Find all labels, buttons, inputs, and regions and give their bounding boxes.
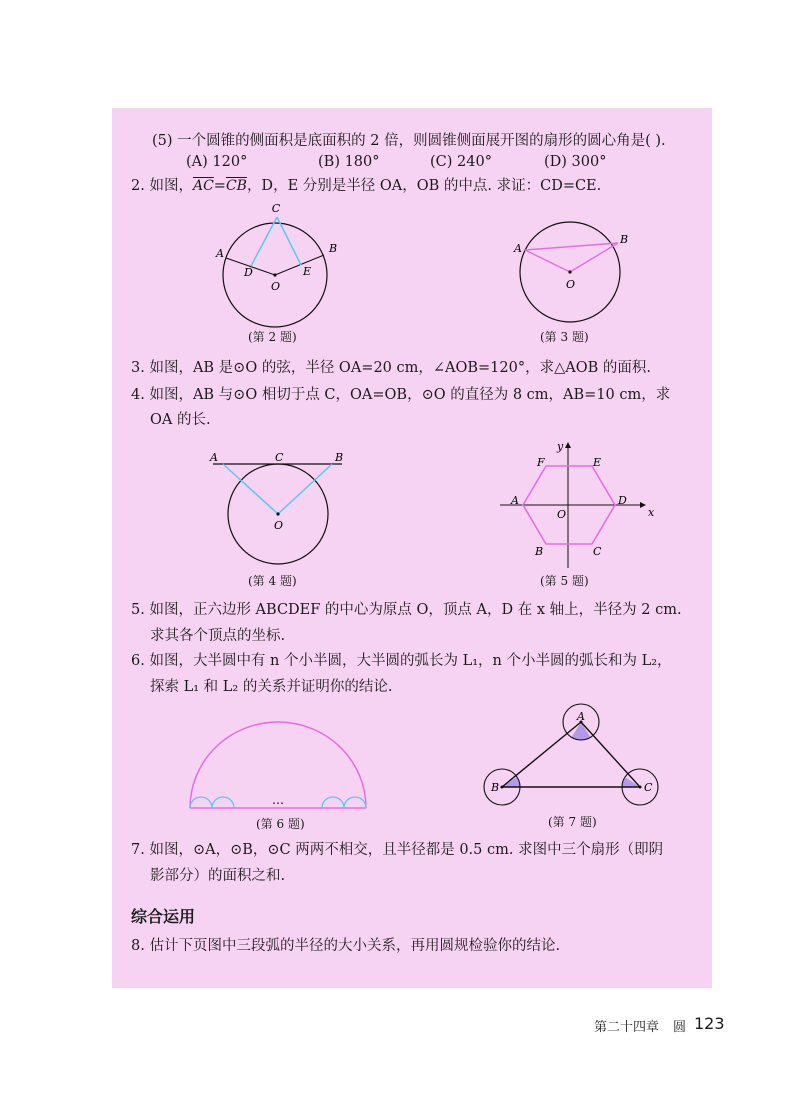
fig6-small-semicircle bbox=[344, 797, 366, 808]
figure-4 bbox=[205, 448, 355, 578]
fig2-label-o: O bbox=[271, 280, 281, 293]
fig6-small-semicircle bbox=[190, 797, 212, 808]
fig6-small-semicircle bbox=[322, 797, 344, 808]
fig2-segment-ce bbox=[277, 217, 301, 265]
problem-6-line-1: 6. 如图，大半圆中有 n 个小半圆，大半圆的弧长为 L₁，n 个小半圆的弧长和为 L₂， bbox=[131, 653, 672, 669]
fig3-label-o: O bbox=[566, 278, 576, 291]
problem-2-text-a: 如图， bbox=[149, 178, 193, 194]
figure-5 bbox=[495, 440, 655, 575]
fig4-label-b: B bbox=[335, 451, 344, 464]
fig6-small-semicircle bbox=[212, 797, 234, 808]
fig3-caption: (第 3 题) bbox=[540, 330, 589, 344]
fig2-label-b: B bbox=[329, 242, 338, 255]
fig5-y-arrow bbox=[565, 442, 571, 448]
fig7-sector-a bbox=[571, 722, 590, 741]
fig7-center-b bbox=[501, 786, 504, 789]
fig7-triangle bbox=[502, 722, 640, 787]
fig4-caption: (第 4 题) bbox=[248, 574, 297, 588]
fig3-label-a: A bbox=[514, 242, 522, 255]
fig5-caption: (第 5 题) bbox=[540, 574, 589, 588]
problem-7-line-2: 影部分）的面积之和. bbox=[150, 868, 286, 884]
fig4-label-a: A bbox=[210, 451, 218, 464]
problem-4-line-2: OA 的长. bbox=[150, 412, 211, 428]
fig7-label-b: B bbox=[491, 781, 500, 794]
fig2-caption: (第 2 题) bbox=[248, 330, 297, 344]
fig7-label-a: A bbox=[577, 710, 585, 723]
problem-5-line-2: 求其各个顶点的坐标. bbox=[150, 628, 286, 644]
problem-4-line-1: 4. 如图，AB 与⊙O 相切于点 C，OA=OB，⊙O 的直径为 8 cm，AB=10 cm，求 bbox=[131, 387, 671, 403]
fig2-radius-ob bbox=[275, 255, 324, 275]
fig2-label-e: E bbox=[303, 265, 312, 278]
fig4-label-o: O bbox=[274, 519, 284, 532]
q5-option-b: (B) 180° bbox=[318, 154, 380, 170]
fig5-label-a: A bbox=[511, 494, 519, 507]
figure-2 bbox=[205, 200, 355, 330]
problem-3: 3. 如图，AB 是⊙O 的弦，半径 OA=20 cm，∠AOB=120°，求△AOB 的面积. bbox=[131, 360, 651, 376]
problem-2 bbox=[131, 176, 601, 196]
fig5-label-c: C bbox=[593, 545, 602, 558]
fig4-label-c: C bbox=[275, 451, 284, 464]
fig5-label-y: y bbox=[557, 440, 564, 453]
arc-cb: $\overline{CB}$ bbox=[225, 178, 247, 194]
problem-2-number: 2. bbox=[131, 178, 145, 194]
q5-option-d: (D) 300° bbox=[544, 154, 607, 170]
problem-5-line-1: 5. 如图，正六边形 ABCDEF 的中心为原点 O，顶点 A，D 在 x 轴上，半径为 2 cm. bbox=[131, 602, 682, 618]
fig3-chord-ab bbox=[525, 243, 618, 250]
footer-chapter: 第二十四章 bbox=[594, 1020, 660, 1035]
fig2-label-c: C bbox=[271, 202, 281, 215]
problem-6-line-2: 探索 L₁ 和 L₂ 的关系并证明你的结论. bbox=[150, 679, 393, 695]
fig5-x-arrow bbox=[640, 502, 646, 508]
fig2-label-a: A bbox=[216, 247, 224, 260]
q5-option-c: (C) 240° bbox=[430, 154, 492, 170]
fig2-center-dot bbox=[273, 273, 276, 276]
q5-option-a: (A) 120° bbox=[186, 154, 248, 170]
equals-sign: = bbox=[213, 178, 226, 194]
figure-3 bbox=[505, 210, 645, 330]
problem-7-line-1: 7. 如图，⊙A，⊙B，⊙C 两两不相交，且半径都是 0.5 cm. 求图中三个扇形（即阴 bbox=[131, 842, 664, 858]
fig3-radius-ob bbox=[570, 243, 618, 272]
section-heading: 综合运用 bbox=[131, 907, 196, 926]
fig5-label-d: D bbox=[618, 494, 627, 507]
problem-8: 8. 估计下页图中三段弧的半径的大小关系，再用圆规检验你的结论. bbox=[131, 938, 561, 954]
fig5-label-f: F bbox=[537, 456, 545, 469]
fig5-label-e: E bbox=[593, 456, 602, 469]
fig7-center-c bbox=[639, 786, 642, 789]
fig4-center-dot bbox=[276, 512, 279, 515]
figure-7 bbox=[475, 700, 665, 810]
fig2-label-d: D bbox=[244, 266, 253, 279]
fig6-caption: (第 6 题) bbox=[256, 817, 305, 831]
fig7-caption: (第 7 题) bbox=[548, 815, 597, 829]
footer-title: 圆 bbox=[673, 1020, 687, 1035]
fig4-segment-oa bbox=[223, 464, 278, 514]
fig3-center-dot bbox=[568, 270, 571, 273]
arc-ac: $\overline{AC}$ bbox=[192, 178, 214, 194]
page-number: 123 bbox=[694, 1014, 725, 1033]
fig5-label-o: O bbox=[557, 508, 567, 521]
fig7-label-c: C bbox=[644, 781, 653, 794]
fig5-label-b: B bbox=[535, 545, 544, 558]
fig3-radius-oa bbox=[525, 250, 570, 272]
problem-2-text-b: ，D，E 分别是半径 OA，OB 的中点. 求证：CD=CE. bbox=[246, 178, 602, 194]
fig5-label-x: x bbox=[648, 506, 655, 519]
fig6-ellipsis: … bbox=[272, 793, 284, 807]
fig7-sector-c bbox=[622, 777, 640, 787]
q5-stem: (5) 一个圆锥的侧面积是底面积的 2 倍，则圆锥侧面展开图的扇形的圆心角是( ). bbox=[152, 133, 666, 149]
fig3-label-b: B bbox=[620, 233, 629, 246]
figure-6 bbox=[185, 710, 375, 815]
